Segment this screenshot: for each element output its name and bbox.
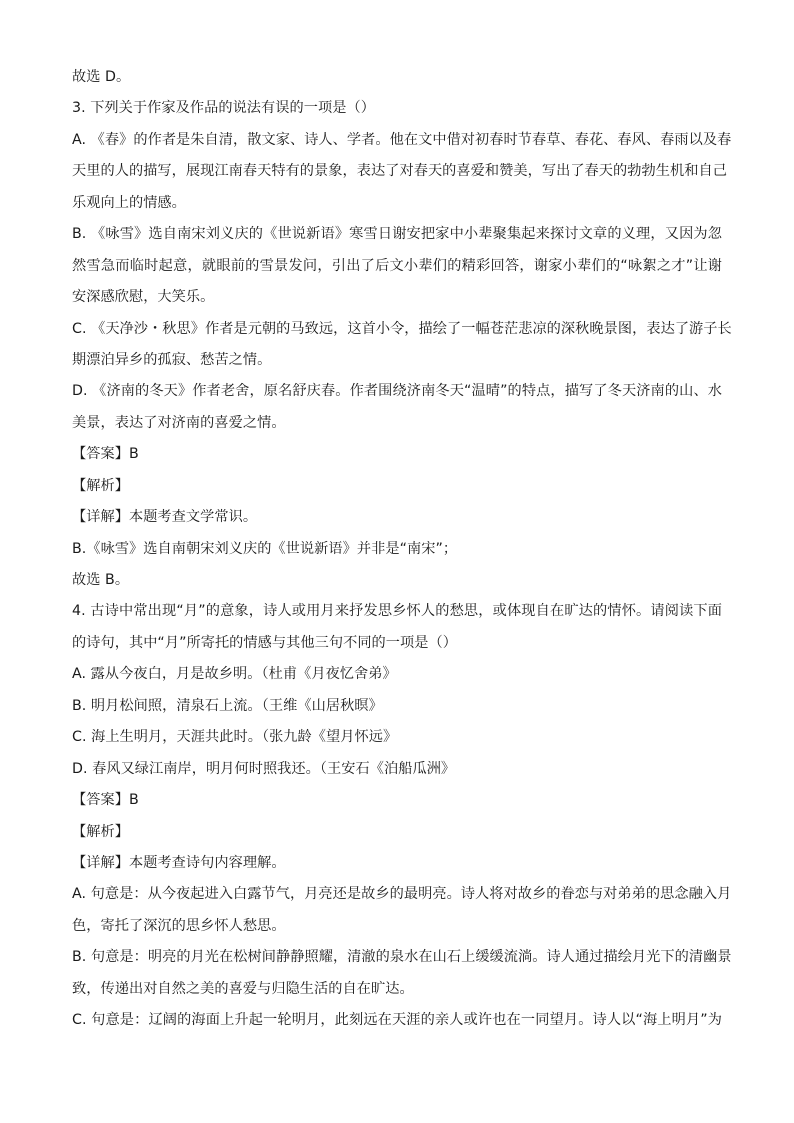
text-line: 【答案】B — [72, 446, 139, 463]
text-line: 【详解】本题考查诗句内容理解。 — [72, 854, 286, 871]
text-line: B. 《咏雪》选自南宋刘义庆的《世说新语》寒雪日谢安把家中小辈聚集起来探讨文章的义理，又因为忽 — [72, 226, 722, 243]
text-line: 然雪急而临时起意，就眼前的雪景发问，引出了后文小辈们的精彩回答，谢家小辈们的“咏絮之才”让谢 — [72, 257, 722, 274]
text-line: D. 春风又绿江南岸，明月何时照我还。（王安石《泊船瓜洲》 — [72, 760, 456, 777]
text-line: C. 《天净沙・秋思》作者是元朝的马致远，这首小令，描绘了一幅苍茫悲凉的深秋晚景图，表达了游子长 — [72, 320, 732, 337]
text-line: B. 明月松间照，清泉石上流。（王维《山居秋暝》 — [72, 697, 383, 714]
text-line: A. 露从今夜白，月是故乡明。（杜甫《月夜忆舍弟》 — [72, 666, 397, 683]
text-line: A. 句意是：从今夜起进入白露节气，月亮还是故乡的最明亮。诗人将对故乡的眷恋与对弟弟的思念融入月 — [72, 886, 732, 903]
text-line: C. 海上生明月，天涯共此时。（张九龄《望月怀远》 — [72, 729, 398, 746]
text-line: 安深感欣慰，大笑乐。 — [72, 289, 215, 306]
text-line: 【详解】本题考查文学常识。 — [72, 509, 258, 526]
text-line: 故选 D。 — [72, 69, 131, 85]
text-line: 4. 古诗中常出现“月”的意象，诗人或用月来抒发思乡怀人的愁思，或体现自在旷达的情怀。请阅读下面 — [72, 603, 722, 620]
text-line: 期漂泊异乡的孤寂、愁苦之情。 — [72, 351, 272, 368]
text-line: 致，传递出对自然之美的喜爱与归隐生活的自在旷达。 — [72, 980, 414, 997]
text-line: 【答案】B — [72, 792, 139, 809]
text-line: 乐观向上的情感。 — [72, 194, 186, 211]
text-line: 【解析】 — [72, 823, 129, 840]
text-line: 3. 下列关于作家及作品的说法有误的一项是（） — [72, 100, 375, 117]
text-line: 美景，表达了对济南的喜爱之情。 — [72, 414, 286, 431]
text-line: 【解析】 — [72, 477, 129, 494]
text-line: C. 句意是：辽阔的海面上升起一轮明月，此刻远在天涯的亲人或许也在一同望月。诗人以“海上明月”为 — [72, 1012, 722, 1029]
text-line: 故选 B。 — [72, 572, 130, 588]
text-line: 色，寄托了深沉的思乡怀人愁思。 — [72, 917, 286, 934]
text-line: B. 句意是：明亮的月光在松树间静静照耀，清澈的泉水在山石上缓缓流淌。诗人通过描绘月光下的清幽景 — [72, 949, 732, 966]
text-line: 天里的人的描写，展现江南春天特有的景象，表达了对春天的喜爱和赞美，写出了春天的勃勃生机和自己 — [72, 163, 727, 180]
document-body — [72, 62, 732, 1037]
text-line: D. 《济南的冬天》作者老舍，原名舒庆春。作者围绕济南冬天“温晴”的特点，描写了冬天济南的山、水 — [72, 383, 722, 400]
text-line: 的诗句，其中“月”所寄托的情感与其他三句不同的一项是（） — [72, 634, 457, 651]
text-line: A. 《春》的作者是朱自清，散文家、诗人、学者。他在文中借对初春时节春草、春花、春风、春雨以及春 — [72, 131, 732, 148]
text-line: B.《咏雪》选自南朝宋刘义庆的《世说新语》并非是“南宋”； — [72, 540, 458, 557]
